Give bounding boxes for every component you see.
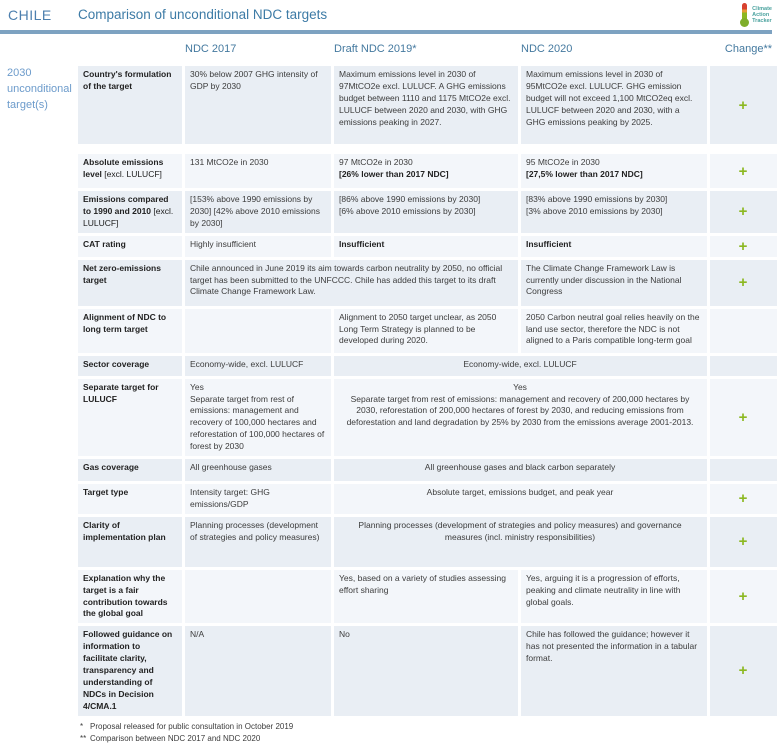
- cell-ndc2017: Economy-wide, excl. LULUCF: [185, 356, 331, 376]
- table-row: [78, 570, 777, 624]
- comparison-table: [78, 66, 777, 716]
- table-row: [78, 484, 777, 514]
- column-header-ndc2020: NDC 2020: [521, 43, 573, 55]
- change-plus-icon: +: [738, 203, 748, 221]
- country-label: CHILE: [8, 7, 52, 23]
- row-label: Separate target for LULUCF: [78, 379, 182, 456]
- cell-merged-2019-2020: Absolute target, emissions budget, and peak year: [334, 484, 707, 514]
- footnote-2: ** Comparison between NDC 2017 and NDC 2020: [80, 733, 261, 743]
- change-cell: [710, 66, 777, 144]
- column-header-draft2019: Draft NDC 2019*: [334, 43, 417, 55]
- change-plus-icon: +: [738, 408, 748, 426]
- change-plus-icon: +: [738, 162, 748, 180]
- cell-draft2019: Alignment to 2050 target unclear, as 2050 Long Term Strategy is planned to be developed during 2020.: [334, 309, 518, 353]
- change-cell: [710, 356, 777, 376]
- cell-ndc2017: [153% above 1990 emissions by 2030] [42% above 2010 emissions by 2030]: [185, 191, 331, 233]
- row-label: Sector coverage: [78, 356, 182, 376]
- thermometer-icon: [740, 3, 749, 27]
- change-plus-icon: +: [738, 96, 748, 114]
- change-cell: [710, 459, 777, 481]
- table-row: [78, 154, 777, 188]
- cell-ndc2020: 2050 Carbon neutral goal relies heavily on the land use sector, therefore the NDC is not aligned to a Paris compatible long-term goal: [521, 309, 707, 353]
- table-row: [78, 260, 777, 306]
- cell-merged-2019-2020: Economy-wide, excl. LULUCF: [334, 356, 707, 376]
- column-headers: [0, 34, 777, 64]
- cell-ndc2017: [185, 309, 331, 353]
- row-label: Net zero-emissions target: [78, 260, 182, 306]
- cell-ndc2020: The Climate Change Framework Law is currently under discussion in the National Congress: [521, 260, 707, 306]
- change-cell: [710, 236, 777, 257]
- table-row: [78, 379, 777, 456]
- cell-ndc2017: Highly insufficient: [185, 236, 331, 257]
- change-plus-icon: +: [738, 588, 748, 606]
- change-cell: [710, 191, 777, 233]
- row-label: Gas coverage: [78, 459, 182, 481]
- row-label: Emissions compared to 1990 and 2010 [excl. LULUCF]: [78, 191, 182, 233]
- change-cell: [710, 484, 777, 514]
- column-header-ndc2017: NDC 2017: [185, 43, 237, 55]
- cell-ndc2017: Yes Separate target from rest of emissions: management and recovery of 100,000 hectares and reforestation of 100,000 hectares of forest by 2030: [185, 379, 331, 456]
- cell-ndc2017: [185, 570, 331, 624]
- row-label: Country's formulation of the target: [78, 66, 182, 144]
- change-plus-icon: +: [738, 662, 748, 680]
- cell-ndc2020: Chile has followed the guidance; however it has not presented the information in a tabular format.: [521, 626, 707, 715]
- row-label: Explanation why the target is a fair contribution towards the global goal: [78, 570, 182, 624]
- table-row: [78, 191, 777, 233]
- change-plus-icon: +: [738, 237, 748, 255]
- change-cell: [710, 517, 777, 567]
- cell-draft2019: [86% above 1990 emissions by 2030] [6% above 2010 emissions by 2030]: [334, 191, 518, 233]
- cell-merged-2019-2020: All greenhouse gases and black carbon separately: [334, 459, 707, 481]
- cell-ndc2017: Intensity target: GHG emissions/GDP: [185, 484, 331, 514]
- change-cell: [710, 260, 777, 306]
- climate-action-tracker-logo: [740, 3, 772, 27]
- cell-ndc2020: Maximum emissions level in 2030 of 95MtCO2e excl. LULUCF. GHG emission budget will not exceed 1,100 MtCO2eq excl. LULUCF between 2020 and 2030, with a GHG emissions peaking by 2025.: [521, 66, 707, 144]
- change-plus-icon: +: [738, 490, 748, 508]
- footnote-1: * Proposal released for public consultation in October 2019: [80, 721, 294, 731]
- table-row: [78, 517, 777, 567]
- cell-ndc2017: N/A: [185, 626, 331, 715]
- change-cell: [710, 309, 777, 353]
- cell-draft2019: Yes, based on a variety of studies assessing effort sharing: [334, 570, 518, 624]
- change-cell: [710, 570, 777, 624]
- table-row: [78, 309, 777, 353]
- change-cell: [710, 379, 777, 456]
- row-label: Clarity of implementation plan: [78, 517, 182, 567]
- cell-ndc2020: Insufficient: [521, 236, 707, 257]
- cell-ndc2017: 131 MtCO2e in 2030: [185, 154, 331, 188]
- table-row: [78, 236, 777, 257]
- table-row: [78, 459, 777, 481]
- change-plus-icon: +: [738, 274, 748, 292]
- cell-merged-2019-2020: Planning processes (development of strategies and policy measures) and governance measures (incl. ministry responsibilities): [334, 517, 707, 567]
- sidebar-target-scope: 2030 unconditional target(s): [7, 67, 72, 111]
- cell-ndc2020: 95 MtCO2e in 2030 [27,5% lower than 2017 NDC]: [521, 154, 707, 188]
- row-label: Followed guidance on information to facilitate clarity, transparency and understanding of NDCs in Decision 4/CMA.1: [78, 626, 182, 715]
- change-plus-icon: +: [738, 533, 748, 551]
- column-header-change: Change**: [724, 43, 772, 55]
- cell-draft2019: 97 MtCO2e in 2030 [26% lower than 2017 NDC]: [334, 154, 518, 188]
- cell-ndc2020: Yes, arguing it is a progression of efforts, peaking and climate neutrality in line with global goals.: [521, 570, 707, 624]
- cell-draft2019: No: [334, 626, 518, 715]
- row-label: Target type: [78, 484, 182, 514]
- change-cell: [710, 626, 777, 715]
- table-row: [78, 66, 777, 144]
- cell-merged-2017-2019: Chile announced in June 2019 its aim towards carbon neutrality by 2050, no official target has been submitted to the UNFCCC. Chile has added this target to its draft Climate Change Framework Law.: [185, 260, 518, 306]
- cell-draft2019: Insufficient: [334, 236, 518, 257]
- page-header: [0, 0, 777, 30]
- row-label: CAT rating: [78, 236, 182, 257]
- cell-draft2019: Maximum emissions level in 2030 of 97MtCO2e excl. LULUCF. A GHG emissions budget between 1110 and 1175 MtCO2e excl. LULUCF between 2020 and 2030, with GHG emissions peaking in 2027.: [334, 66, 518, 144]
- table-row: [78, 626, 777, 715]
- cell-ndc2020: [83% above 1990 emissions by 2030] [3% above 2010 emissions by 2030]: [521, 191, 707, 233]
- row-label: Absolute emissions level [excl. LULUCF]: [78, 154, 182, 188]
- cell-ndc2017: Planning processes (development of strategies and policy measures): [185, 517, 331, 567]
- cell-ndc2017: All greenhouse gases: [185, 459, 331, 481]
- logo-text: Climate Action Tracker: [752, 5, 772, 25]
- page-title: Comparison of unconditional NDC targets: [78, 7, 328, 22]
- change-cell: [710, 154, 777, 188]
- cell-ndc2017: 30% below 2007 GHG intensity of GDP by 2030: [185, 66, 331, 144]
- table-row: [78, 356, 777, 376]
- cell-merged-2019-2020: Yes Separate target from rest of emissions: management and recovery of 200,000 hectares by 2030, reforestation of 200,000 hectares of forest by 2030, and reducing emissions from deforestation and land degradation by 25% by 2030 from the emissions average 2001-2013.: [334, 379, 707, 456]
- row-label: Alignment of NDC to long term target: [78, 309, 182, 353]
- footnotes: [80, 721, 777, 745]
